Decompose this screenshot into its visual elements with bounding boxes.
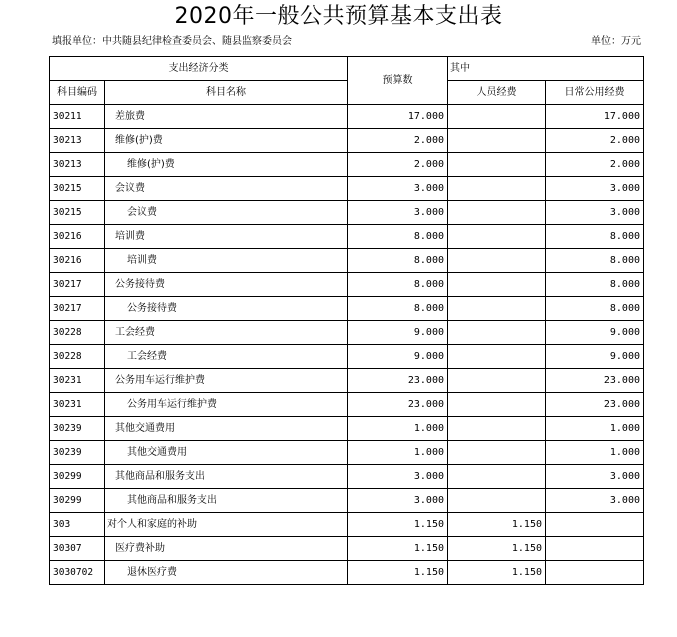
cell-code: 30213 bbox=[50, 153, 105, 177]
cell-budget: 3.000 bbox=[348, 465, 448, 489]
cell-code: 30215 bbox=[50, 177, 105, 201]
table-row bbox=[50, 321, 644, 345]
cell-code: 30216 bbox=[50, 249, 105, 273]
cell-public: 2.000 bbox=[546, 129, 644, 153]
header-of-which: 其中 bbox=[448, 57, 644, 81]
header-public: 日常公用经费 bbox=[546, 81, 644, 105]
cell-budget: 1.150 bbox=[348, 513, 448, 537]
cell-code: 30299 bbox=[50, 489, 105, 513]
cell-personnel bbox=[448, 321, 546, 345]
cell-name: 差旅费 bbox=[105, 105, 348, 129]
cell-public: 23.000 bbox=[546, 393, 644, 417]
cell-code: 30231 bbox=[50, 369, 105, 393]
table-row bbox=[50, 441, 644, 465]
cell-personnel bbox=[448, 249, 546, 273]
cell-name: 其他交通费用 bbox=[105, 441, 348, 465]
cell-name: 会议费 bbox=[105, 201, 348, 225]
cell-public: 1.000 bbox=[546, 441, 644, 465]
table-row bbox=[50, 273, 644, 297]
table-row bbox=[50, 393, 644, 417]
header-row-2 bbox=[50, 81, 644, 105]
cell-personnel bbox=[448, 441, 546, 465]
cell-budget: 2.000 bbox=[348, 153, 448, 177]
cell-code: 30228 bbox=[50, 345, 105, 369]
table-row bbox=[50, 465, 644, 489]
cell-name: 其他商品和服务支出 bbox=[105, 465, 348, 489]
cell-personnel bbox=[448, 129, 546, 153]
cell-name: 工会经费 bbox=[105, 321, 348, 345]
table-row bbox=[50, 225, 644, 249]
cell-personnel bbox=[448, 489, 546, 513]
cell-code: 30217 bbox=[50, 273, 105, 297]
cell-personnel bbox=[448, 297, 546, 321]
cell-personnel bbox=[448, 273, 546, 297]
table-row bbox=[50, 249, 644, 273]
table-row bbox=[50, 513, 644, 537]
cell-public: 8.000 bbox=[546, 249, 644, 273]
header-personnel: 人员经费 bbox=[448, 81, 546, 105]
cell-name: 公务接待费 bbox=[105, 273, 348, 297]
cell-personnel bbox=[448, 201, 546, 225]
cell-budget: 8.000 bbox=[348, 297, 448, 321]
cell-personnel bbox=[448, 153, 546, 177]
cell-public bbox=[546, 513, 644, 537]
cell-budget: 3.000 bbox=[348, 177, 448, 201]
cell-name: 其他交通费用 bbox=[105, 417, 348, 441]
table-row bbox=[50, 297, 644, 321]
cell-name: 公务用车运行维护费 bbox=[105, 369, 348, 393]
cell-code: 30213 bbox=[50, 129, 105, 153]
cell-personnel bbox=[448, 393, 546, 417]
table-row bbox=[50, 153, 644, 177]
cell-personnel bbox=[448, 225, 546, 249]
cell-personnel bbox=[448, 417, 546, 441]
cell-name: 对个人和家庭的补助 bbox=[105, 513, 348, 537]
cell-name: 工会经费 bbox=[105, 345, 348, 369]
cell-name: 公务用车运行维护费 bbox=[105, 393, 348, 417]
cell-budget: 1.000 bbox=[348, 417, 448, 441]
cell-personnel bbox=[448, 105, 546, 129]
budget-expenditure-table bbox=[49, 56, 644, 585]
header-code: 科目编码 bbox=[50, 81, 105, 105]
cell-budget: 9.000 bbox=[348, 321, 448, 345]
table-row bbox=[50, 561, 644, 585]
cell-name: 培训费 bbox=[105, 225, 348, 249]
cell-code: 30216 bbox=[50, 225, 105, 249]
cell-code: 30299 bbox=[50, 465, 105, 489]
cell-budget: 3.000 bbox=[348, 489, 448, 513]
cell-code: 30239 bbox=[50, 441, 105, 465]
cell-public: 9.000 bbox=[546, 345, 644, 369]
cell-budget: 23.000 bbox=[348, 369, 448, 393]
cell-public bbox=[546, 537, 644, 561]
cell-budget: 17.000 bbox=[348, 105, 448, 129]
cell-public: 3.000 bbox=[546, 465, 644, 489]
cell-code: 30211 bbox=[50, 105, 105, 129]
cell-code: 30231 bbox=[50, 393, 105, 417]
cell-budget: 1.000 bbox=[348, 441, 448, 465]
cell-public: 1.000 bbox=[546, 417, 644, 441]
cell-personnel bbox=[448, 465, 546, 489]
cell-personnel: 1.150 bbox=[448, 561, 546, 585]
cell-budget: 23.000 bbox=[348, 393, 448, 417]
cell-personnel bbox=[448, 177, 546, 201]
cell-personnel: 1.150 bbox=[448, 513, 546, 537]
cell-name: 培训费 bbox=[105, 249, 348, 273]
cell-budget: 1.150 bbox=[348, 561, 448, 585]
cell-personnel bbox=[448, 345, 546, 369]
cell-budget: 2.000 bbox=[348, 129, 448, 153]
header-category: 支出经济分类 bbox=[50, 57, 348, 81]
currency-unit: 单位：万元 bbox=[591, 36, 641, 47]
table-row bbox=[50, 417, 644, 441]
header-row-1 bbox=[50, 57, 644, 81]
cell-code: 30228 bbox=[50, 321, 105, 345]
cell-public: 8.000 bbox=[546, 297, 644, 321]
cell-code: 3030702 bbox=[50, 561, 105, 585]
table-row bbox=[50, 129, 644, 153]
table-row bbox=[50, 489, 644, 513]
header-budget: 预算数 bbox=[348, 57, 448, 105]
cell-budget: 8.000 bbox=[348, 273, 448, 297]
table-row bbox=[50, 105, 644, 129]
cell-public: 23.000 bbox=[546, 369, 644, 393]
cell-public: 2.000 bbox=[546, 153, 644, 177]
reporting-unit: 填报单位：中共随县纪律检查委员会、随县监察委员会 bbox=[52, 36, 292, 47]
cell-name: 维修(护)费 bbox=[105, 129, 348, 153]
cell-name: 其他商品和服务支出 bbox=[105, 489, 348, 513]
table-row bbox=[50, 369, 644, 393]
cell-name: 会议费 bbox=[105, 177, 348, 201]
cell-public: 3.000 bbox=[546, 177, 644, 201]
table-row bbox=[50, 177, 644, 201]
cell-budget: 9.000 bbox=[348, 345, 448, 369]
cell-public: 9.000 bbox=[546, 321, 644, 345]
cell-public bbox=[546, 561, 644, 585]
table-row bbox=[50, 345, 644, 369]
cell-public: 3.000 bbox=[546, 489, 644, 513]
cell-name: 维修(护)费 bbox=[105, 153, 348, 177]
report-title: 2020年一般公共预算基本支出表 bbox=[174, 4, 503, 29]
cell-public: 3.000 bbox=[546, 201, 644, 225]
cell-budget: 3.000 bbox=[348, 201, 448, 225]
cell-budget: 1.150 bbox=[348, 537, 448, 561]
cell-name: 退休医疗费 bbox=[105, 561, 348, 585]
cell-code: 303 bbox=[50, 513, 105, 537]
header-name: 科目名称 bbox=[105, 81, 348, 105]
cell-personnel bbox=[448, 369, 546, 393]
cell-budget: 8.000 bbox=[348, 249, 448, 273]
cell-code: 30307 bbox=[50, 537, 105, 561]
cell-code: 30215 bbox=[50, 201, 105, 225]
cell-public: 17.000 bbox=[546, 105, 644, 129]
cell-name: 公务接待费 bbox=[105, 297, 348, 321]
table-row bbox=[50, 537, 644, 561]
cell-name: 医疗费补助 bbox=[105, 537, 348, 561]
cell-public: 8.000 bbox=[546, 273, 644, 297]
cell-code: 30217 bbox=[50, 297, 105, 321]
table-row bbox=[50, 201, 644, 225]
cell-budget: 8.000 bbox=[348, 225, 448, 249]
cell-personnel: 1.150 bbox=[448, 537, 546, 561]
cell-public: 8.000 bbox=[546, 225, 644, 249]
cell-code: 30239 bbox=[50, 417, 105, 441]
